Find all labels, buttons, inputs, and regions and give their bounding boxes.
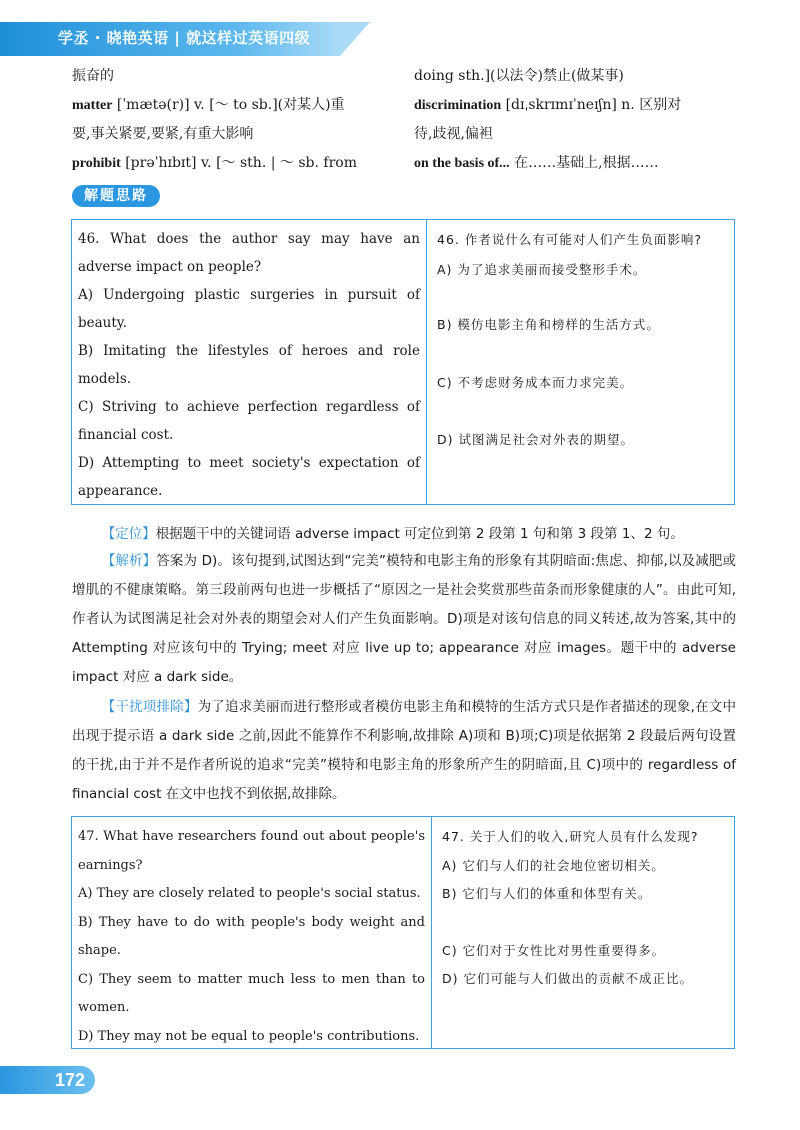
option-d: D) They may not be equal to people's contributions. (78, 1028, 420, 1044)
vocab-line: prohibit [prəˈhɪbɪt] v. [～ sth. | ～ sb. from (72, 155, 357, 171)
vocab-line: 要,事关紧要,要紧,有重大影响 (72, 126, 254, 142)
exclude-tag: 【干扰项排除】 (101, 699, 198, 715)
analysis-locate (72, 520, 736, 549)
option-b: B) Imitating the lifestyles of heroes and role models. (78, 343, 420, 387)
question-english-column (72, 220, 427, 504)
option-a: A) Undergoing plastic surgeries in pursuit of beauty. (78, 287, 420, 331)
option-d: D) Attempting to meet society's expectation of appearance. (78, 455, 420, 499)
option-c-cn: C) 不考虑财务成本而力求完美。 (437, 374, 634, 390)
analysis-exclude (72, 693, 736, 809)
explain-text: 答案为 D)。该句提到,试图达到“完美”模特和电影主角的形象有其阴暗面:焦虑、抑郁,以及减肥或增肌的不健康策略。第三段前两句也进一步概括了“原因之一是社会奖赏那些苗条而形象健康的人”。由此可知,作者认为试图满足社会对外表的期望会对人们产生负面影响。D)项是对该句信息的同义转述,故为答案,其中的 Attempting 对应该句中的 Trying; meet 对应 live up to; appearance 对应 images。题干中的 adverse impact 对应 a dark side。 (72, 553, 737, 685)
option-b-cn: B) 模仿电影主角和榜样的生活方式。 (437, 317, 660, 332)
vocab-line: 待,歧视,偏袒 (414, 126, 493, 142)
page-number: 172 (0, 1066, 95, 1094)
option-a: A) They are closely related to people's social status. (78, 886, 421, 901)
question-47-table (71, 816, 735, 1049)
question-stem: 46. What does the author say may have an adverse impact on people? (78, 231, 420, 275)
vocab-line: doing sth.](以法令)禁止(做某事) (414, 68, 624, 84)
vocab-right-column (414, 62, 744, 178)
vocab-line: discrimination [dɪˌskrɪmɪˈneɪʃn] n. 区别对 (414, 97, 682, 113)
question-stem-cn: 46. 作者说什么有可能对人们产生负面影响? (437, 232, 702, 247)
question-english-column (72, 817, 432, 1048)
option-a-cn: A) 它们与人们的社会地位密切相关。 (442, 857, 665, 873)
header-title: 学丞 · 晓艳英语 | 就这样过英语四级 (58, 29, 311, 47)
option-b: B) They have to do with people's body weight and shape. (78, 914, 425, 958)
option-d-cn: D) 它们可能与人们做出的贡献不成正比。 (442, 971, 693, 986)
option-c: C) Striving to achieve perfection regardless of financial cost. (78, 399, 420, 443)
explain-tag: 【解析】 (101, 553, 157, 569)
locate-tag: 【定位】 (101, 526, 156, 542)
question-chinese-column (427, 220, 734, 504)
vocab-left-column (72, 62, 397, 178)
exclude-text: 为了追求美丽而进行整形或者模仿电影主角和模特的生活方式只是作者描述的现象,在文中出现于提示语 a dark side 之前,因此不能算作不利影响,故排除 A)项和 B)项;C)项是依据第 2 段最后两句设置的干扰,由于并不是作者所说的追求“完美”模特和电影主角的形象所产生的阴暗面,且 C)项中的 regardless of financial cost 在文中也找不到依据,故排除。 (72, 699, 736, 802)
question-stem: 47. What have researchers found out about people's earnings? (78, 829, 425, 873)
option-c-cn: C) 它们对于女性比对男性重要得多。 (442, 942, 666, 958)
vocab-line: matter [ˈmætə(r)] v. [～ to sb.](对某人)重 (72, 97, 345, 113)
option-a-cn: A) 为了追求美丽而接受整形手术。 (437, 261, 647, 277)
section-label: 解题思路 (72, 185, 160, 207)
option-b-cn: B) 它们与人们的体重和体型有关。 (442, 886, 652, 901)
question-chinese-column (432, 817, 734, 1048)
locate-text: 根据题干中的关键词语 adverse impact 可定位到第 2 段第 1 句和第 3 段第 1、2 句。 (155, 526, 684, 542)
analysis-explain (72, 547, 736, 692)
vocab-line: on the basis of... 在……基础上,根据…… (414, 155, 659, 171)
option-c: C) They seem to matter much less to men than to women. (78, 971, 425, 1015)
vocab-line: 振奋的 (72, 68, 114, 84)
option-d-cn: D) 试图满足社会对外表的期望。 (437, 432, 634, 447)
question-46-table (71, 219, 735, 505)
question-stem-cn: 47. 关于人们的收入,研究人员有什么发现? (442, 829, 699, 844)
